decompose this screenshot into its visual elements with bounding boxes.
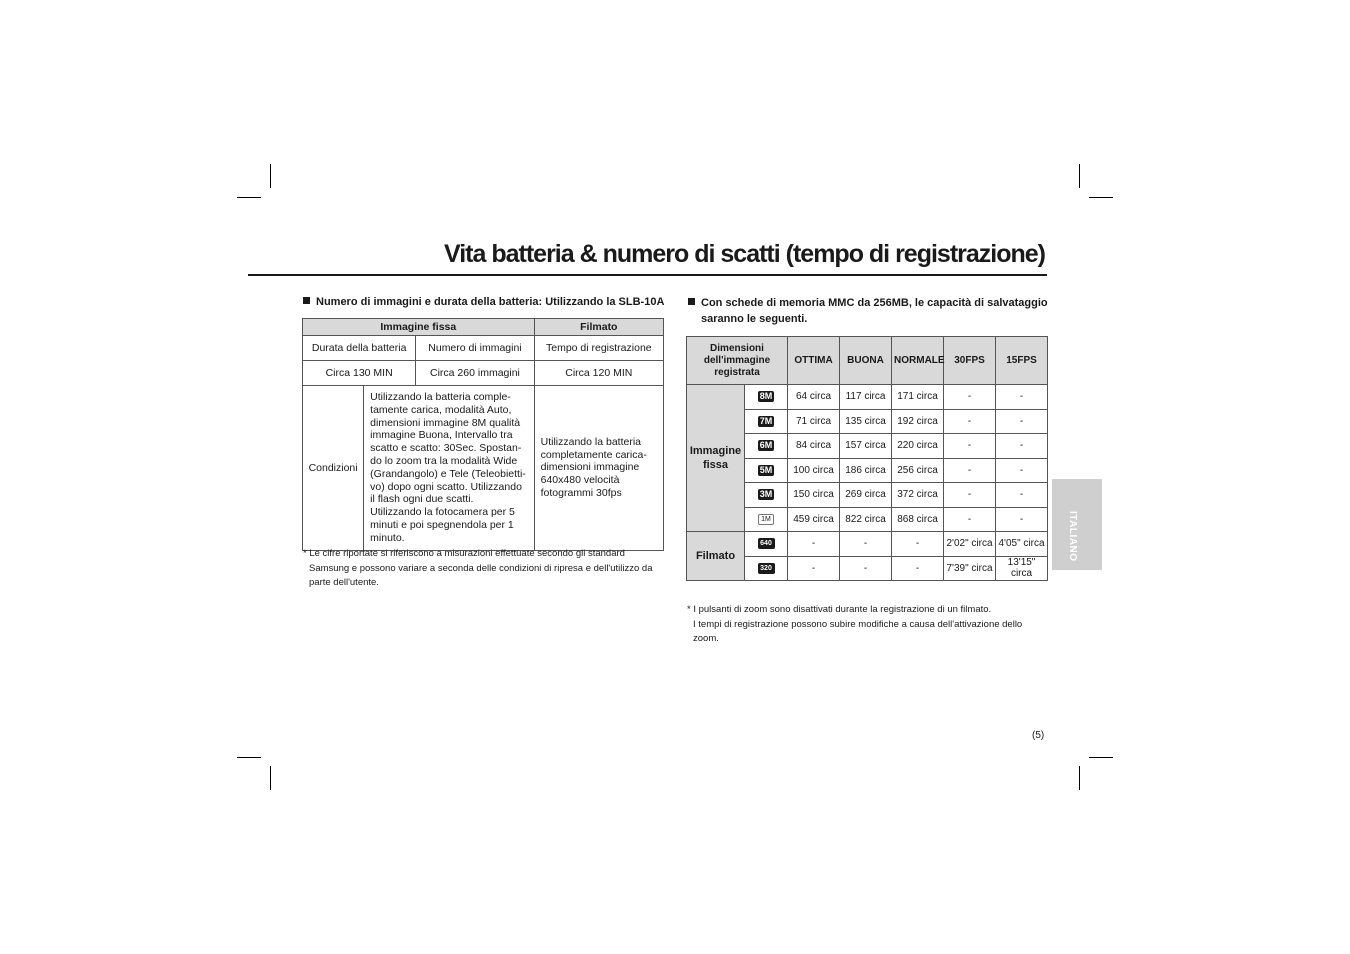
cell: - <box>944 409 996 434</box>
still-group-label: Immagine fissa <box>687 385 745 532</box>
size-320-icon: 320 <box>758 563 775 574</box>
value-battery-life: Circa 130 MIN <box>303 361 416 386</box>
subheader-num-images: Numero di immagini <box>416 336 534 361</box>
language-tab-label: ITALIANO <box>1067 511 1078 562</box>
conditions-movie: Utilizzando la batteria completamente carica-dimensioni immagine 640x480 velocità fotogrammi 30fps <box>534 386 663 551</box>
capacity-heading-text: Con schede di memoria MMC da 256MB, le capacità di salvataggio saranno le seguenti. <box>701 297 1048 325</box>
cell: 372 circa <box>892 483 944 508</box>
cell: 822 circa <box>840 507 892 532</box>
header-movie: Filmato <box>534 319 663 336</box>
cell: - <box>944 507 996 532</box>
size-7m-icon: 7M <box>759 415 773 426</box>
table-row <box>687 532 1048 557</box>
cell: 459 circa <box>788 507 840 532</box>
size-640-icon: 640 <box>758 538 775 549</box>
cell: 84 circa <box>788 434 840 459</box>
table-row <box>687 385 1048 410</box>
cell: 150 circa <box>788 483 840 508</box>
battery-note: * Le cifre riportate si riferiscono a misurazioni effettuate secondo gli standard Samsung e possono variare a seconda delle condizioni di ripresa e dell'utilizzo da parte dell'utente. <box>303 548 653 588</box>
cell: - <box>944 434 996 459</box>
crop-mark <box>270 766 271 790</box>
movie-group-label: Filmato <box>687 532 745 581</box>
cell: 269 circa <box>840 483 892 508</box>
cell: 4'05" circa <box>996 532 1048 557</box>
bullet-square-icon <box>688 298 695 305</box>
crop-mark <box>237 757 261 758</box>
battery-heading-text: Numero di immagini e durata della batteria: Utilizzando la SLB-10A <box>316 296 665 308</box>
capacity-note-line1: * I pulsanti di zoom sono disattivati durante la registrazione di un filmato. <box>687 604 992 615</box>
size-8m-icon: 8M <box>759 391 773 402</box>
cell: 186 circa <box>840 458 892 483</box>
col-size: Dimensioni dell'immagine registrata <box>687 337 788 385</box>
language-tab <box>1052 479 1102 570</box>
page-number: (5) <box>1032 730 1045 741</box>
cell: - <box>892 556 944 581</box>
conditions-still: Utilizzando la batteria comple-tamente carica, modalità Auto, dimensioni immagine 8M qualità immagine Buona, Intervallo tra scatto e scatto: 30Sec. Spostan-do lo zoom tra la modalità Wide (Grandangolo) e Tele (Teleobietti-vo) dopo ogni scatto. Utilizzando il flash ogni due scatti. Utilizzando la fotocamera per 5 minuti e poi spegnendola per 1 minuto. <box>364 386 534 551</box>
cell: 64 circa <box>788 385 840 410</box>
cell: 157 circa <box>840 434 892 459</box>
capacity-note <box>687 603 1032 647</box>
bullet-square-icon <box>303 297 310 304</box>
cell: - <box>996 385 1048 410</box>
cell: 220 circa <box>892 434 944 459</box>
battery-table <box>302 318 664 551</box>
title-rule <box>248 274 1047 276</box>
subheader-rec-time: Tempo di registrazione <box>534 336 663 361</box>
col-buona: BUONA <box>840 337 892 385</box>
col-30fps: 30FPS <box>944 337 996 385</box>
size-3m-icon: 3M <box>759 489 773 500</box>
col-15fps: 15FPS <box>996 337 1048 385</box>
battery-heading <box>303 294 673 310</box>
cell: - <box>840 532 892 557</box>
cell: - <box>996 434 1048 459</box>
crop-mark <box>1089 197 1113 198</box>
size-6m-icon: 6M <box>759 440 773 451</box>
cell: - <box>892 532 944 557</box>
capacity-table <box>686 336 1048 581</box>
crop-mark <box>1079 164 1080 188</box>
crop-mark <box>1089 757 1113 758</box>
cell: 71 circa <box>788 409 840 434</box>
cell: 7'39" circa <box>944 556 996 581</box>
cell: - <box>788 556 840 581</box>
crop-mark <box>1079 766 1080 790</box>
value-num-images: Circa 260 immagini <box>416 361 534 386</box>
cell: 100 circa <box>788 458 840 483</box>
header-still: Immagine fissa <box>303 319 535 336</box>
size-1m-icon: 1M <box>758 514 774 525</box>
cell: 171 circa <box>892 385 944 410</box>
value-rec-time: Circa 120 MIN <box>534 361 663 386</box>
cell: - <box>944 385 996 410</box>
cell: 192 circa <box>892 409 944 434</box>
page-title: Vita batteria & numero di scatti (tempo di registrazione) <box>444 240 1045 268</box>
cell: 13'15" circa <box>996 556 1048 581</box>
cell: 2'02" circa <box>944 532 996 557</box>
cell: 256 circa <box>892 458 944 483</box>
cell: - <box>944 483 996 508</box>
cell: - <box>996 409 1048 434</box>
col-normale: NORMALE <box>892 337 944 385</box>
size-5m-icon: 5M <box>759 464 773 475</box>
cell: 868 circa <box>892 507 944 532</box>
cell: - <box>996 483 1048 508</box>
cell: - <box>788 532 840 557</box>
cell: - <box>996 458 1048 483</box>
crop-mark <box>270 164 271 188</box>
cell: 135 circa <box>840 409 892 434</box>
cell: - <box>996 507 1048 532</box>
capacity-heading <box>688 295 1061 327</box>
cell: - <box>944 458 996 483</box>
col-ottima: OTTIMA <box>788 337 840 385</box>
capacity-note-line2: I tempi di registrazione possono subire modifiche a causa dell'attivazione dello zoom. <box>693 618 1023 644</box>
crop-mark <box>237 197 261 198</box>
conditions-label: Condizioni <box>303 386 364 551</box>
cell: 117 circa <box>840 385 892 410</box>
cell: - <box>840 556 892 581</box>
subheader-battery-life: Durata della batteria <box>303 336 416 361</box>
